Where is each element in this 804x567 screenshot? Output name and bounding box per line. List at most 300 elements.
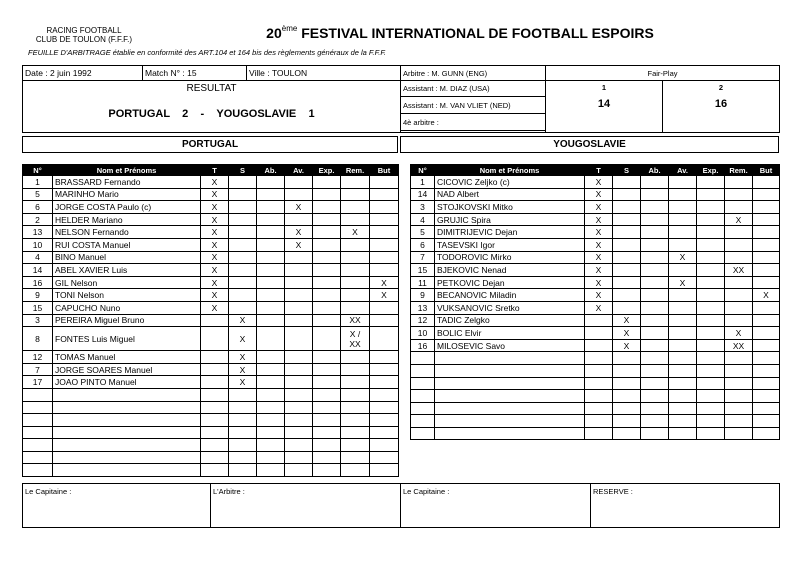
player-name: HELDER Mariano [53,213,201,226]
empty-cell [53,414,201,427]
stat-t: X [201,176,229,189]
fairplay-home-score: 14 [597,98,611,110]
empty-cell [201,439,229,452]
stat-t: X [201,251,229,264]
empty-row [23,401,399,414]
stat-av: X [285,201,313,214]
referee-signature: L'Arbitre : [211,484,401,528]
stat-av [285,276,313,289]
player-row [411,201,780,214]
stat-t: X [201,188,229,201]
stat-s [229,238,257,251]
stat-rem [341,213,370,226]
stat-exp [313,251,341,264]
player-number: 14 [23,264,53,277]
empty-cell [229,388,257,401]
stat-s [229,264,257,277]
stat-av [285,289,313,302]
signature-table [22,483,780,528]
empty-cell [669,377,697,390]
empty-cell [53,388,201,401]
player-name: NELSON Fernando [53,226,201,239]
stat-but [370,363,399,376]
stat-t: X [585,226,613,239]
away-players-table [410,164,780,440]
empty-cell [697,427,725,440]
player-row [23,376,399,389]
empty-cell [229,439,257,452]
empty-cell [313,451,341,464]
player-row [23,188,399,201]
empty-cell [435,402,585,415]
stat-av [285,327,313,351]
stat-ab [257,351,285,364]
stat-av [669,339,697,352]
stat-s: X [229,363,257,376]
empty-cell [697,402,725,415]
column-header: Rem. [725,165,753,176]
stat-t: X [585,213,613,226]
empty-row [23,426,399,439]
match-city: Ville : TOULON [247,66,401,81]
column-header: S [613,165,641,176]
stat-s [229,201,257,214]
stat-exp [697,264,725,277]
stat-exp [697,339,725,352]
stat-t: X [585,301,613,314]
stat-s [613,201,641,214]
title-sup: ème [281,24,298,33]
club-name: RACING FOOTBALL [46,26,122,35]
player-name: VUKSANOVIC Sretko [435,301,585,314]
home-captain-signature: Le Capitaine : [23,484,211,528]
stat-rem: XX [341,314,370,327]
stat-rem [341,363,370,376]
player-number: 8 [23,327,53,351]
column-header: Exp. [313,165,341,176]
fairplay-away [663,81,780,133]
stat-s: X [613,314,641,327]
stat-t: X [201,238,229,251]
player-name: TONI Nelson [53,289,201,302]
stat-ab [257,188,285,201]
stat-rem [341,264,370,277]
stat-s: X [229,327,257,351]
player-name: JOAO PINTO Manuel [53,376,201,389]
empty-cell [669,402,697,415]
empty-cell [435,377,585,390]
stat-av: X [285,226,313,239]
stat-rem [341,351,370,364]
empty-cell [53,439,201,452]
stat-exp [697,352,725,365]
stat-exp [697,276,725,289]
stat-exp [313,327,341,351]
stat-ab [257,251,285,264]
page-title [150,24,770,41]
stat-av: X [669,251,697,264]
stat-exp [697,188,725,201]
empty-cell [370,439,399,452]
stat-ab [257,314,285,327]
empty-cell [257,388,285,401]
empty-cell [201,426,229,439]
stat-t: X [585,264,613,277]
player-row [411,289,780,302]
stat-ab [641,276,669,289]
empty-cell [23,439,53,452]
empty-cell [23,388,53,401]
empty-cell [23,426,53,439]
player-number: 10 [23,238,53,251]
player-name: MARINHO Mario [53,188,201,201]
player-name: BJEKOVIC Nenad [435,264,585,277]
player-name: NAD Albert [435,188,585,201]
stat-rem [341,276,370,289]
stat-ab [257,376,285,389]
empty-cell [641,390,669,403]
stat-av [669,327,697,340]
player-number: 4 [411,213,435,226]
column-header: T [201,165,229,176]
stat-t: X [201,264,229,277]
empty-cell [669,390,697,403]
empty-cell [435,415,585,428]
stat-ab [257,201,285,214]
player-name: CICOVIC Zeljko (c) [435,176,585,189]
stat-but [370,188,399,201]
empty-cell [257,401,285,414]
column-header: But [370,165,399,176]
player-name: BINO Manuel [53,251,201,264]
stat-but [753,176,780,189]
stat-exp [697,289,725,302]
stat-s: X [613,327,641,340]
stat-rem [341,201,370,214]
match-date: Date : 2 juin 1992 [23,66,143,81]
empty-row [411,415,780,428]
empty-cell [697,415,725,428]
empty-cell [313,388,341,401]
player-row [23,351,399,364]
stat-s [613,213,641,226]
player-row [23,226,399,239]
stat-exp [313,314,341,327]
stat-ab [257,226,285,239]
empty-cell [257,439,285,452]
player-row [23,301,399,314]
stat-exp [313,201,341,214]
stat-ab [641,339,669,352]
stat-but [753,264,780,277]
empty-cell [411,390,435,403]
stat-ab [641,176,669,189]
stat-but [370,327,399,351]
stat-rem [341,238,370,251]
away-team-name: YOUGOSLAVIE [216,108,297,121]
stat-rem [725,188,753,201]
stat-but: X [370,289,399,302]
empty-cell [257,451,285,464]
stat-exp [697,176,725,189]
stat-rem: XX [725,339,753,352]
stat-av: X [669,276,697,289]
referee: Arbitre : M. GUNN (ENG) [401,66,546,81]
stat-rem: X / XX [341,327,370,351]
empty-cell [53,426,201,439]
empty-cell [641,402,669,415]
empty-cell [753,390,780,403]
player-number: 1 [23,176,53,189]
stat-ab [641,213,669,226]
fairplay-away-score: 16 [714,98,728,110]
stat-exp [697,201,725,214]
stat-t [585,327,613,340]
stat-av [669,188,697,201]
stat-av [669,176,697,189]
stat-but [370,251,399,264]
player-number: 3 [411,201,435,214]
empty-cell [285,388,313,401]
empty-cell [725,402,753,415]
stat-rem [341,289,370,302]
stat-but [370,201,399,214]
scoreline [23,97,401,133]
stat-s [613,238,641,251]
stat-but [753,364,780,377]
stat-s [229,289,257,302]
empty-cell [370,401,399,414]
title-number: 20 [266,25,282,41]
stat-ab [641,314,669,327]
player-row [411,276,780,289]
stat-ab [257,363,285,376]
empty-cell [285,439,313,452]
player-row [23,327,399,351]
stat-ab [257,276,285,289]
player-number: 11 [411,276,435,289]
stat-exp [313,213,341,226]
player-row [411,327,780,340]
player-row [411,188,780,201]
stat-rem: X [725,213,753,226]
stat-av [285,301,313,314]
player-name: GIL Nelson [53,276,201,289]
player-row [411,339,780,352]
player-name: TODOROVIC Mirko [435,251,585,264]
stat-exp [697,327,725,340]
stat-exp [313,363,341,376]
stat-ab [641,327,669,340]
stat-s [613,176,641,189]
empty-cell [613,377,641,390]
player-row [411,264,780,277]
player-row [411,301,780,314]
player-row [23,363,399,376]
player-number: 14 [411,188,435,201]
stat-rem [725,176,753,189]
empty-cell [313,414,341,427]
empty-cell [585,402,613,415]
stat-rem [341,251,370,264]
stat-s: X [229,351,257,364]
home-players-table [22,164,399,477]
home-team-header: PORTUGAL [22,136,398,153]
stat-ab [641,201,669,214]
stat-but [753,276,780,289]
empty-cell [613,402,641,415]
empty-cell [613,390,641,403]
stat-ab [257,238,285,251]
player-row [411,226,780,239]
assistant-1: Assistant : M. DIAZ (USA) [401,81,546,97]
empty-cell [53,451,201,464]
stat-exp [313,351,341,364]
stat-rem [725,289,753,302]
stat-rem [341,301,370,314]
stat-ab [641,188,669,201]
player-row [23,238,399,251]
stat-s [229,251,257,264]
reserve-box: RESERVE : [591,484,780,528]
empty-cell [585,390,613,403]
player-name: CAPUCHO Nuno [53,301,201,314]
player-number: 13 [411,301,435,314]
stat-rem: XX [725,264,753,277]
empty-cell [257,464,285,477]
stat-s [613,352,641,365]
stat-ab [641,301,669,314]
empty-cell [613,427,641,440]
stat-av [285,213,313,226]
stat-but [753,251,780,264]
stat-av [285,363,313,376]
stat-but [370,376,399,389]
stat-av [669,364,697,377]
stat-exp [313,276,341,289]
empty-cell [23,464,53,477]
empty-cell [341,451,370,464]
stat-t [201,327,229,351]
stat-but [753,201,780,214]
stat-s [613,301,641,314]
stat-av [669,213,697,226]
column-header: Nom et Prénoms [53,165,201,176]
stat-but [370,226,399,239]
fairplay-home [546,81,663,133]
player-name: GRUJIC Spira [435,213,585,226]
stat-av [669,264,697,277]
player-name [435,364,585,377]
stat-s: X [229,314,257,327]
empty-cell [370,414,399,427]
match-number: Match N° : 15 [143,66,247,81]
player-number: 1 [411,176,435,189]
empty-row [411,390,780,403]
empty-cell [285,464,313,477]
column-header: Ab. [257,165,285,176]
stat-t [585,339,613,352]
stat-t: X [201,226,229,239]
player-row [411,314,780,327]
player-row [23,176,399,189]
player-name: TOMAS Manuel [53,351,201,364]
player-number: 17 [23,376,53,389]
empty-cell [341,426,370,439]
player-number: 9 [411,289,435,302]
stat-s: X [613,339,641,352]
player-number: 5 [411,226,435,239]
stat-exp [697,251,725,264]
empty-cell [753,427,780,440]
stat-exp [313,226,341,239]
stat-t [585,352,613,365]
stat-but [753,301,780,314]
player-number: 6 [411,238,435,251]
player-name: BOLIC Elvir [435,327,585,340]
stat-but [753,327,780,340]
player-number: 9 [23,289,53,302]
stat-rem [725,364,753,377]
stat-t [201,351,229,364]
stat-s [613,276,641,289]
column-header: S [229,165,257,176]
player-name: BRASSARD Fernando [53,176,201,189]
stat-t: X [201,301,229,314]
player-name [435,352,585,365]
stat-t [201,363,229,376]
stat-ab [257,301,285,314]
empty-cell [435,390,585,403]
stat-av [285,351,313,364]
empty-cell [341,401,370,414]
empty-cell [229,401,257,414]
empty-cell [23,401,53,414]
home-score: 2 [182,108,189,121]
player-number [411,352,435,365]
empty-cell [753,415,780,428]
player-name: ABEL XAVIER Luis [53,264,201,277]
stat-but [370,213,399,226]
empty-cell [435,427,585,440]
empty-cell [641,427,669,440]
empty-cell [341,464,370,477]
empty-row [23,439,399,452]
stat-ab [641,251,669,264]
stat-exp [697,238,725,251]
stat-s [613,364,641,377]
empty-cell [229,426,257,439]
player-number: 13 [23,226,53,239]
stat-av [669,289,697,302]
player-number: 12 [411,314,435,327]
fairplay-col1-label: 1 [601,83,607,92]
player-name: RUI COSTA Manuel [53,238,201,251]
player-row [411,364,780,377]
stat-but [753,238,780,251]
empty-cell [669,427,697,440]
empty-cell [285,451,313,464]
empty-cell [257,426,285,439]
empty-cell [411,415,435,428]
stat-s [613,264,641,277]
club-federation: CLUB DE TOULON (F.F.F.) [35,35,133,44]
stat-s: X [229,376,257,389]
stat-s [613,188,641,201]
stat-av [669,238,697,251]
stat-av [285,314,313,327]
away-score: 1 [308,108,315,121]
